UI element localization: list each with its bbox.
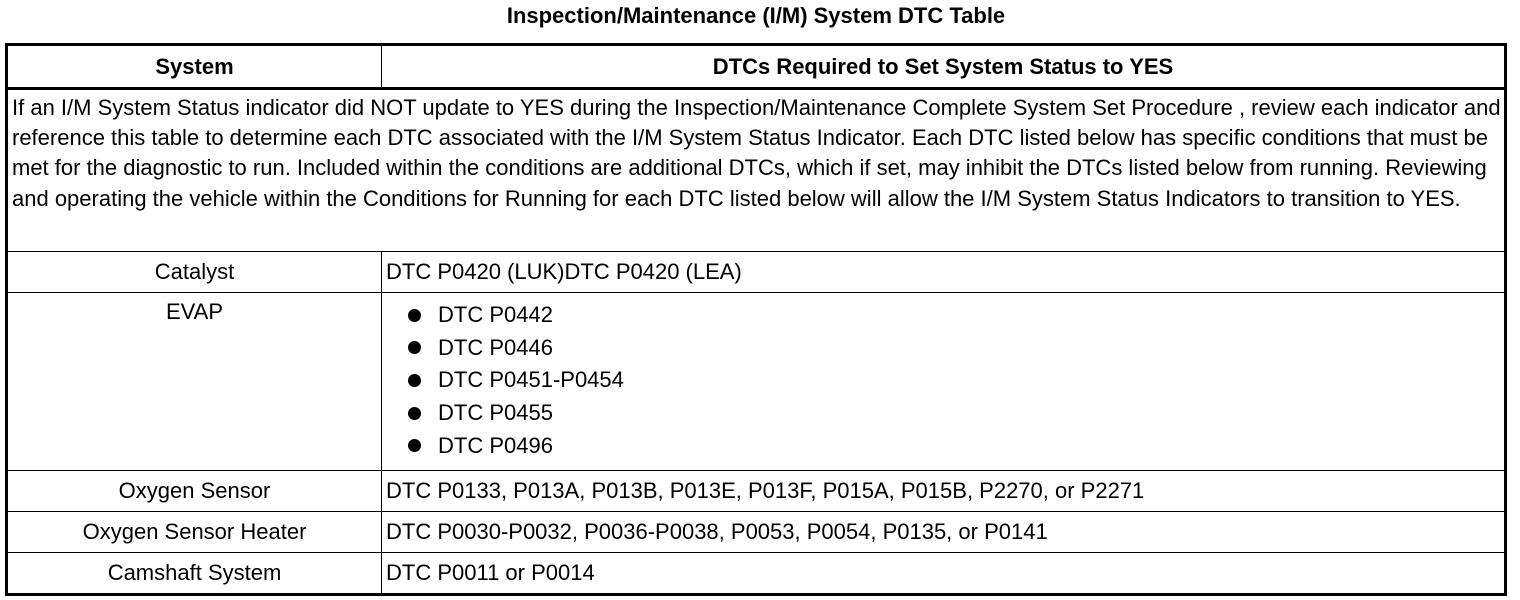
table-header-row: [7, 45, 1506, 89]
bullet-icon: [408, 439, 421, 452]
system-cell-catalyst: Catalyst: [7, 252, 382, 293]
system-cell-evap: EVAP: [7, 293, 382, 471]
evap-dtc-list: [386, 299, 1500, 462]
list-item: [408, 429, 1500, 462]
dtcs-cell-oxygen-sensor: DTC P0133, P013A, P013B, P013E, P013F, P015A, P015B, P2270, or P2271: [382, 471, 1506, 512]
bullet-icon: [408, 341, 421, 354]
bullet-icon: [408, 374, 421, 387]
table-row-oxygen-sensor: [7, 471, 1506, 512]
table-row-evap: [7, 293, 1506, 471]
list-item-label: DTC P0446: [438, 334, 553, 360]
header-system: System: [7, 45, 382, 89]
list-item-label: DTC P0451-P0454: [438, 367, 624, 393]
table-row-intro: [7, 89, 1506, 252]
dtcs-cell-oxygen-sensor-heater: DTC P0030-P0032, P0036-P0038, P0053, P0054, P0135, or P0141: [382, 512, 1506, 553]
dtcs-cell-catalyst: DTC P0420 (LUK)DTC P0420 (LEA): [382, 252, 1506, 293]
table-row-camshaft: [7, 553, 1506, 595]
list-item: [408, 299, 1500, 332]
system-cell-camshaft: Camshaft System: [7, 553, 382, 595]
list-item-label: DTC P0496: [438, 432, 553, 458]
intro-text: If an I/M System Status indicator did NOT update to YES during the Inspection/Maintenance Complete System Set Procedure , review each indicator and reference this table to determine each DTC associated with the I/M System Status Indicator. Each DTC listed below has specific conditions that must be met for the diagnostic to run. Included within the conditions are additional DTCs, which if set, may inhibit the DTCs listed below from running. Reviewing and operating the vehicle within the Conditions for Running for each DTC listed below will allow the I/M System Status Indicators to transition to YES.: [7, 89, 1506, 252]
system-cell-oxygen-sensor-heater: Oxygen Sensor Heater: [7, 512, 382, 553]
system-cell-oxygen-sensor: Oxygen Sensor: [7, 471, 382, 512]
list-item-label: DTC P0442: [438, 302, 553, 328]
list-item: [408, 364, 1500, 397]
list-item: [408, 332, 1500, 365]
list-item-label: DTC P0455: [438, 400, 553, 426]
table-row-oxygen-sensor-heater: [7, 512, 1506, 553]
dtcs-cell-evap: [382, 293, 1506, 471]
table-row-catalyst: [7, 252, 1506, 293]
header-dtcs: DTCs Required to Set System Status to YES: [382, 45, 1506, 89]
page-title: Inspection/Maintenance (I/M) System DTC Table: [506, 3, 1006, 28]
dtcs-cell-camshaft: DTC P0011 or P0014: [382, 553, 1506, 595]
bullet-icon: [408, 407, 421, 420]
bullet-icon: [408, 309, 421, 322]
list-item: [408, 397, 1500, 430]
dtc-table: [5, 43, 1507, 596]
